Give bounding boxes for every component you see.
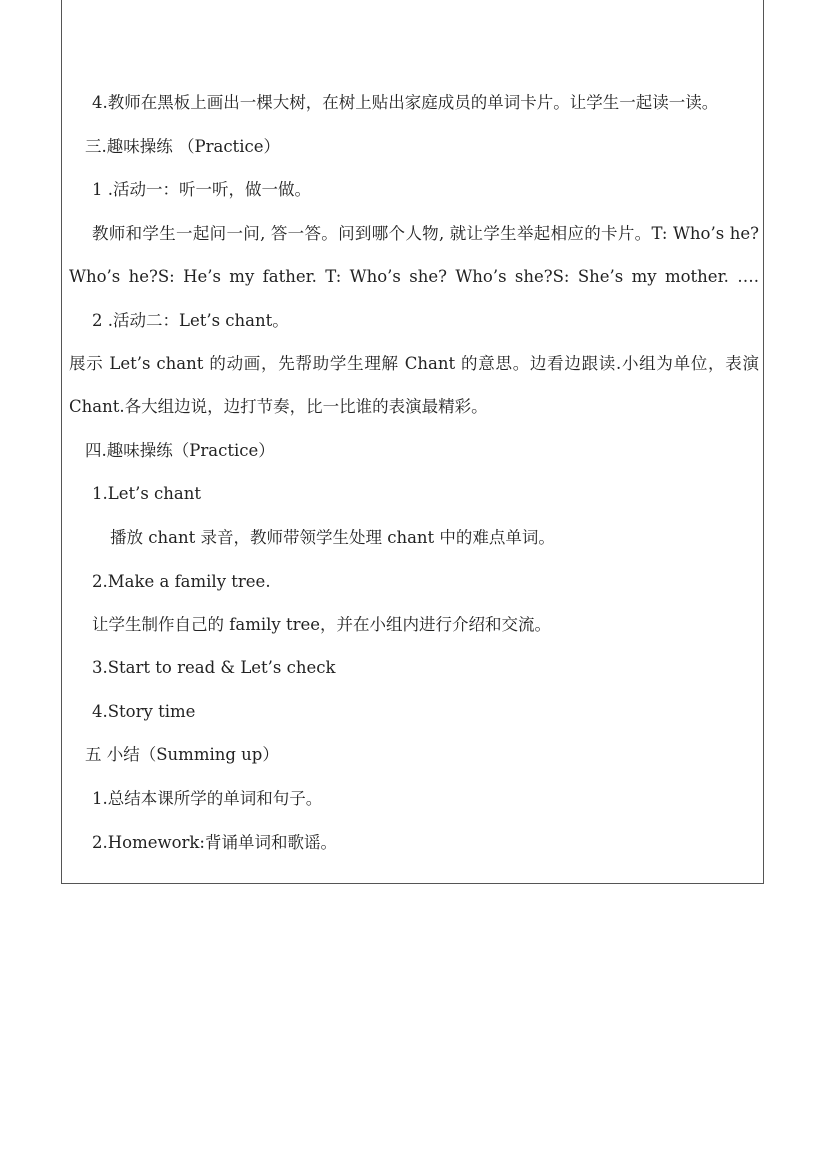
text-line: 2.Make a family tree. — [92, 572, 271, 591]
text-line: Chant.各大组边说，边打节奏，比一比谁的表演最精彩。 — [69, 397, 488, 416]
text-line: 1 .活动一：听一听，做一做。 — [92, 180, 311, 199]
text-line: 让学生制作自己的 family tree，并在小组内进行介绍和交流。 — [92, 615, 552, 634]
text-line: 1.Let’s chant — [92, 484, 202, 503]
text-line: 4.教师在黑板上画出一棵大树，在树上贴出家庭成员的单词卡片。让学生一起读一读。 — [92, 93, 719, 112]
text-line: 3.Start to read & Let’s check — [92, 658, 336, 677]
section-heading: 五 小结（Summing up） — [85, 745, 279, 764]
text-line: 播放 chant 录音，教师带领学生处理 chant 中的难点单词。 — [110, 528, 555, 547]
text-line: 2 .活动二：Let’s chant。 — [92, 311, 289, 330]
section-heading: 三.趣味操练 （Practice） — [85, 137, 280, 156]
text-line: 1.总结本课所学的单词和句子。 — [92, 789, 323, 808]
text-line: 2.Homework:背诵单词和歌谣。 — [92, 833, 337, 852]
text-line: 4.Story time — [92, 702, 196, 721]
text-line: 教师和学生一起问一问, 答一答。问到哪个人物, 就让学生举起相应的卡片。T: Who’s he? — [92, 224, 759, 243]
text-line: 展示 Let’s chant 的动画，先帮助学生理解 Chant 的意思。边看边跟读.小组为单位，表演 — [69, 354, 759, 373]
text-line: Who’s he?S: He’s my father. T: Who’s she? Who’s she?S: She’s my mother. …. — [69, 267, 759, 286]
section-heading: 四.趣味操练（Practice） — [85, 441, 275, 460]
